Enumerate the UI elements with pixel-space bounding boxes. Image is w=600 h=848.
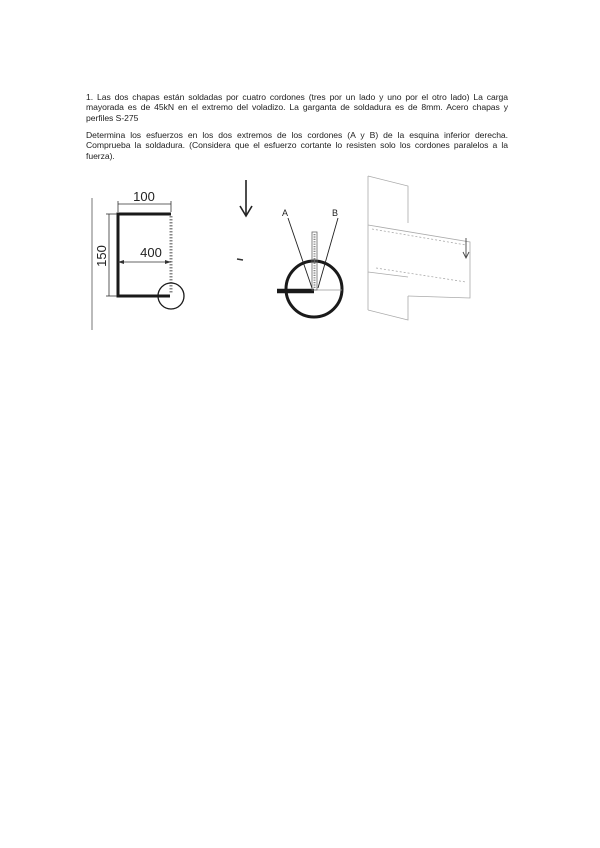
dim-width-label: 100: [133, 189, 155, 204]
dim-arm-label: 400: [140, 245, 162, 260]
problem-task: Determina los esfuerzos en los dos extremos de los cordones (A y B) de la esquina inferior derecha. Comprueba la soldadura. (Considera que el esfuerzo cortante lo resisten solo los cordones paralelos a la fuerza).: [86, 130, 508, 161]
plates-3d-sketch: [368, 176, 470, 320]
point-a-label: A: [281, 208, 289, 218]
problem-statement: 1. Las dos chapas están soldadas por cuatro cordones (tres por un lado y uno por el otro lado) La carga mayorada es de 45kN en el extremo del voladizo. La garganta de soldadura es de 8mm. Acero chapas y perfiles S-275: [86, 92, 508, 123]
weld-layout-sketch: [92, 189, 184, 330]
line-b: [318, 218, 338, 288]
line-a: [288, 218, 312, 288]
scale-tick: [237, 259, 243, 260]
dim-height-label: 150: [94, 245, 109, 267]
weld-section-detail: [240, 180, 342, 317]
point-b-label: B: [331, 208, 339, 218]
